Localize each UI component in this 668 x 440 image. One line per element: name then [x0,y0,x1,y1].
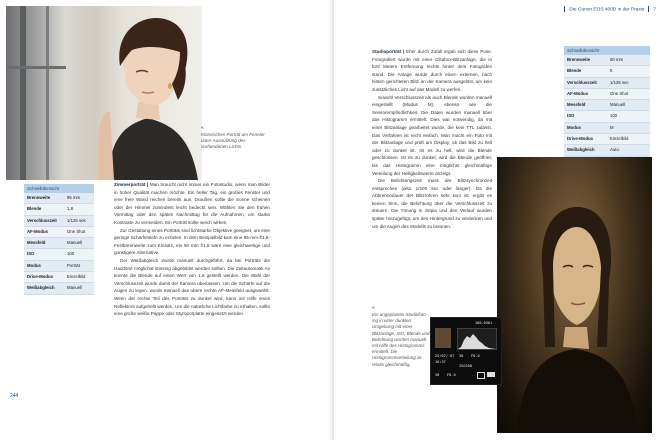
photo-caption: Klassisches Porträt am Fenster unter Ausnutzung des vorhandenen Lichts. [201,132,265,149]
header-divider [564,6,565,12]
infobox-key: Weißabgleich [27,285,55,291]
header-divider [648,6,649,12]
page-number-left: 244 [10,393,19,399]
exposure-b: 30 [435,373,440,377]
histogram-graph [457,328,497,350]
infobox-row [24,227,94,238]
infobox-value: 1,8 [67,206,73,212]
paragraph: Sowohl Verschlusszeit als auch Blende wurden manuell eingestellt (Modus M), ebenso wie die Sensorempfindlichkeit. Die Daten wurden manuell über das Histogramm ermittelt. Dies war notwendig, da mit einer Blitzanlage gearbeitet wurde, die kein TTL zulässt. Das Verfahren ist recht einfach. Man macht ein Foto mit der Blitzanlage und prüft am Display, ob das Bild zu hell oder zu dunkel ist. Ist es zu hell, wird die Blende geschlossen. Ist es zu dunkel, wird die Blende geöffnet, bis das Histogramm eine möglichst gleichmäßige Verteilung der Helligkeitswerte anzeigt. [372,94,492,176]
infobox-value: 1/125 sek [67,217,86,223]
infobox-row [564,89,650,100]
infobox-rows [24,193,94,295]
battery-icon [487,372,495,377]
window-frame [20,6,26,180]
infobox-key: AF-Modus [27,228,49,234]
exposure-a: 30 [459,354,464,358]
infobox-key: Blende [567,68,582,74]
body-text-right [372,48,492,230]
infobox-row [564,100,650,111]
infobox-row [564,123,650,134]
infobox-value: Einzelbild [610,136,629,142]
infobox-key: AF-Modus [567,90,589,96]
infobox-value: M [610,124,614,130]
infobox-row [24,283,94,294]
paragraph: Die Belichtungszeit muss der Blitzsynchronzeit entsprechen (also 1/200 sec oder länger). Da die Abbrennodauer der Blitzröhren sehr kurz ist, ergibt es keinen Sinn, die Belichtung über die Verschlusszeit zu steuern. Die Tönung in Sepia und den Verlauf wurden später hinzugefügt, um den Hintergrund zu verdecken und um die Augen des Modells zu betonen. [372,178,492,229]
infobox-row [24,193,94,204]
running-header [560,6,656,12]
infobox-value: Porträt [67,262,80,268]
infobox-row [24,272,94,283]
page-number-right: 7 [653,7,656,13]
capture-time: 16:37 [435,360,446,364]
infobox-value: 1/125 sec [610,79,629,85]
infobox-value: Auto [610,147,619,153]
infobox-value: 50 mm [610,57,624,62]
infobox-row [564,134,650,145]
infobox-row [564,66,650,77]
woman-figure [98,14,198,180]
paragraph-text: Eher durch Zufall ergab sich diese Pose. Fotografiert wurde mit einer Clitabox-Blitzanlage, die in fünf Metern Entfernung rechts hinter dem Fotografen stand. Die Anlage wurde durch einen externen, nach hinten gerichteten Blitz an der Kamera ausgelöst, um kein zusätzliches Licht auf das Modell zu werfen. [372,49,493,92]
infobox-value: Einzelbild [67,274,86,280]
infobox-title: Schnellübersicht [24,184,94,193]
infobox-title: Schnellübersicht [564,46,650,55]
infobox-key: Drive-Modus [27,274,54,280]
infobox-key: Brennweite [27,195,51,200]
infobox-value: Manuell [67,285,83,291]
infobox-row [564,111,650,122]
infobox-row [24,261,94,272]
window-portrait-photo [6,6,202,180]
infobox-key: ISO [27,251,35,257]
paragraph: Zimmerporträt | Man braucht nicht immer ein Fotostudio, wenn man Bilder in hoher Qualität machen möchte. Ein heller Tag, ein großes Fenster und eine freie Wand reichen bereits aus. Draußen sollte die Sonne scheinen oder der Himmel zumindest leicht bedeckt sein. Wählen Sie den frühen Vormittag oder den späten Nachmittag für die Aufnahmen, um starke Kontraste zu vermeiden. Ein Porträt sollte weich wirken. [114,182,270,225]
studio-woman-figure [497,157,652,433]
infobox-key: Modus [27,262,41,268]
thumbnail [435,328,451,348]
infobox-row [564,145,650,156]
infobox-key: Verschlusszeit [27,217,57,223]
infobox-row [564,78,650,89]
camera-histogram-display [430,317,502,385]
section-heading: Studioporträt [372,49,402,54]
section-heading: Zimmerporträt [114,182,146,187]
iso-value: ISO100 [459,364,472,368]
capture-date: 25/07/'07 [435,354,455,358]
paragraph: Studioporträt | Eher durch Zufall ergab sich diese Pose. Fotografiert wurde mit einer Clitabox-Blitzanlage, die in fünf Metern Entfernung rechts hinter dem Fotografen stand. Die Anlage wurde durch einen externen, nach hinten gerichteten Blitz an der Kamera ausgelöst, um kein zusätzliches Licht auf das Modell zu werfen. [372,49,493,92]
paragraph: Der Weißabgleich wurde manuell durchgeführt, da bei Porträts die Hauttöne möglichst stimmig abgebildet werden sollten. Die Zeitautomatik Av konnte die Blende auf einen Wert von 1,8 gestellt werden. Die Wahl der Verschlusszeit wurde damit der Kamera überlassen. Um die Schärfe auf die Augen zu legen, wurde manuell das obere rechte AF-Messfeld ausgewählt. Wenn der rechte Teil des Porträts zu dunkel wird, kann mit Hilfe eines Reflektors aufgehellt werden. Um die natürliche Lichtfarbe zu erhalten, sollte eine große weiße Pappe oder Styroporplatte eingesetzt werden. [114,257,270,317]
infobox-row [564,55,650,66]
infobox-value: 5 [610,68,613,74]
aperture-b: F8.0 [447,373,456,377]
infobox-row [24,204,94,215]
infobox-value: One Shot [610,90,629,96]
infobox-row [24,249,94,260]
studio-portrait-photo [497,157,652,433]
chapter-title: Die Canon EOS 400D in der Praxis [569,7,645,13]
histogram-caption: Ein ungeplantes Studiofoto-ing in einer dunklen Umgebung mit einer Blitzanlage. ISO, Blende und Belichtung wurden manuell mit Hilfe des Histogramms ermittelt. Die Histogrammverteilung ist relativ gleichmäßig. [372,312,430,367]
infobox-key: Modus [567,124,581,130]
infobox-value: 100 [610,113,618,119]
infobox-value: 100 [67,251,75,257]
body-text-left [114,181,270,318]
infobox-value: Manuell [67,240,83,246]
infobox-key: Weißabgleich [567,147,595,153]
caption-marker: « [372,305,375,311]
infobox-value: Manuell [610,102,626,108]
file-number: 100-0561 [475,321,493,325]
infobox-key: Blende [27,206,42,212]
paragraph-text: Man braucht nicht immer ein Fotostudio, wenn man Bilder in hoher Qualität machen möchte. Ein heller Tag, ein großes Fenster und eine freie Wand reichen bereits aus. Draußen sollte die Sonne scheinen oder der Himmel zumindest leicht bedeckt sein. Wählen Sie den frühen Vormittag oder den späten Nachmittag für die Aufnahmen, um starke Kontraste zu vermeiden. Ein Porträt sollte weich wirken. [114,182,270,225]
infobox-key: Brennweite [567,57,591,62]
infobox-key: Messfeld [567,102,586,108]
caption-marker: « [201,125,204,131]
infobox-row [24,216,94,227]
window-frame [6,66,66,69]
infobox-key: Drive-Modus [567,136,594,142]
infobox-value: 85 mm [67,195,81,200]
infobox-key: Messfeld [27,240,46,246]
infobox-right [564,46,650,157]
infobox-value: One Shot [67,228,86,234]
infobox-row [24,238,94,249]
infobox-rows [564,55,650,157]
window-frame [46,6,49,180]
image-quality-icon [477,372,485,379]
infobox-key: Verschlusszeit [567,79,597,85]
aperture-a: F8.0 [471,354,480,358]
paragraph: Zur Gestaltung eines Porträts sind lichtstarke Objektive geeignet, um eine geringe Schärfentiefe zu erzielen. In dem Beispielbild kam eine 85-mm-f/1,8-Festbrennweite zum Einsatz, ein 50 mm f/1,8 wäre eine gleichwertige und günstigere Alternative. [114,227,270,256]
infobox-key: ISO [567,113,575,119]
infobox-left [24,184,94,295]
